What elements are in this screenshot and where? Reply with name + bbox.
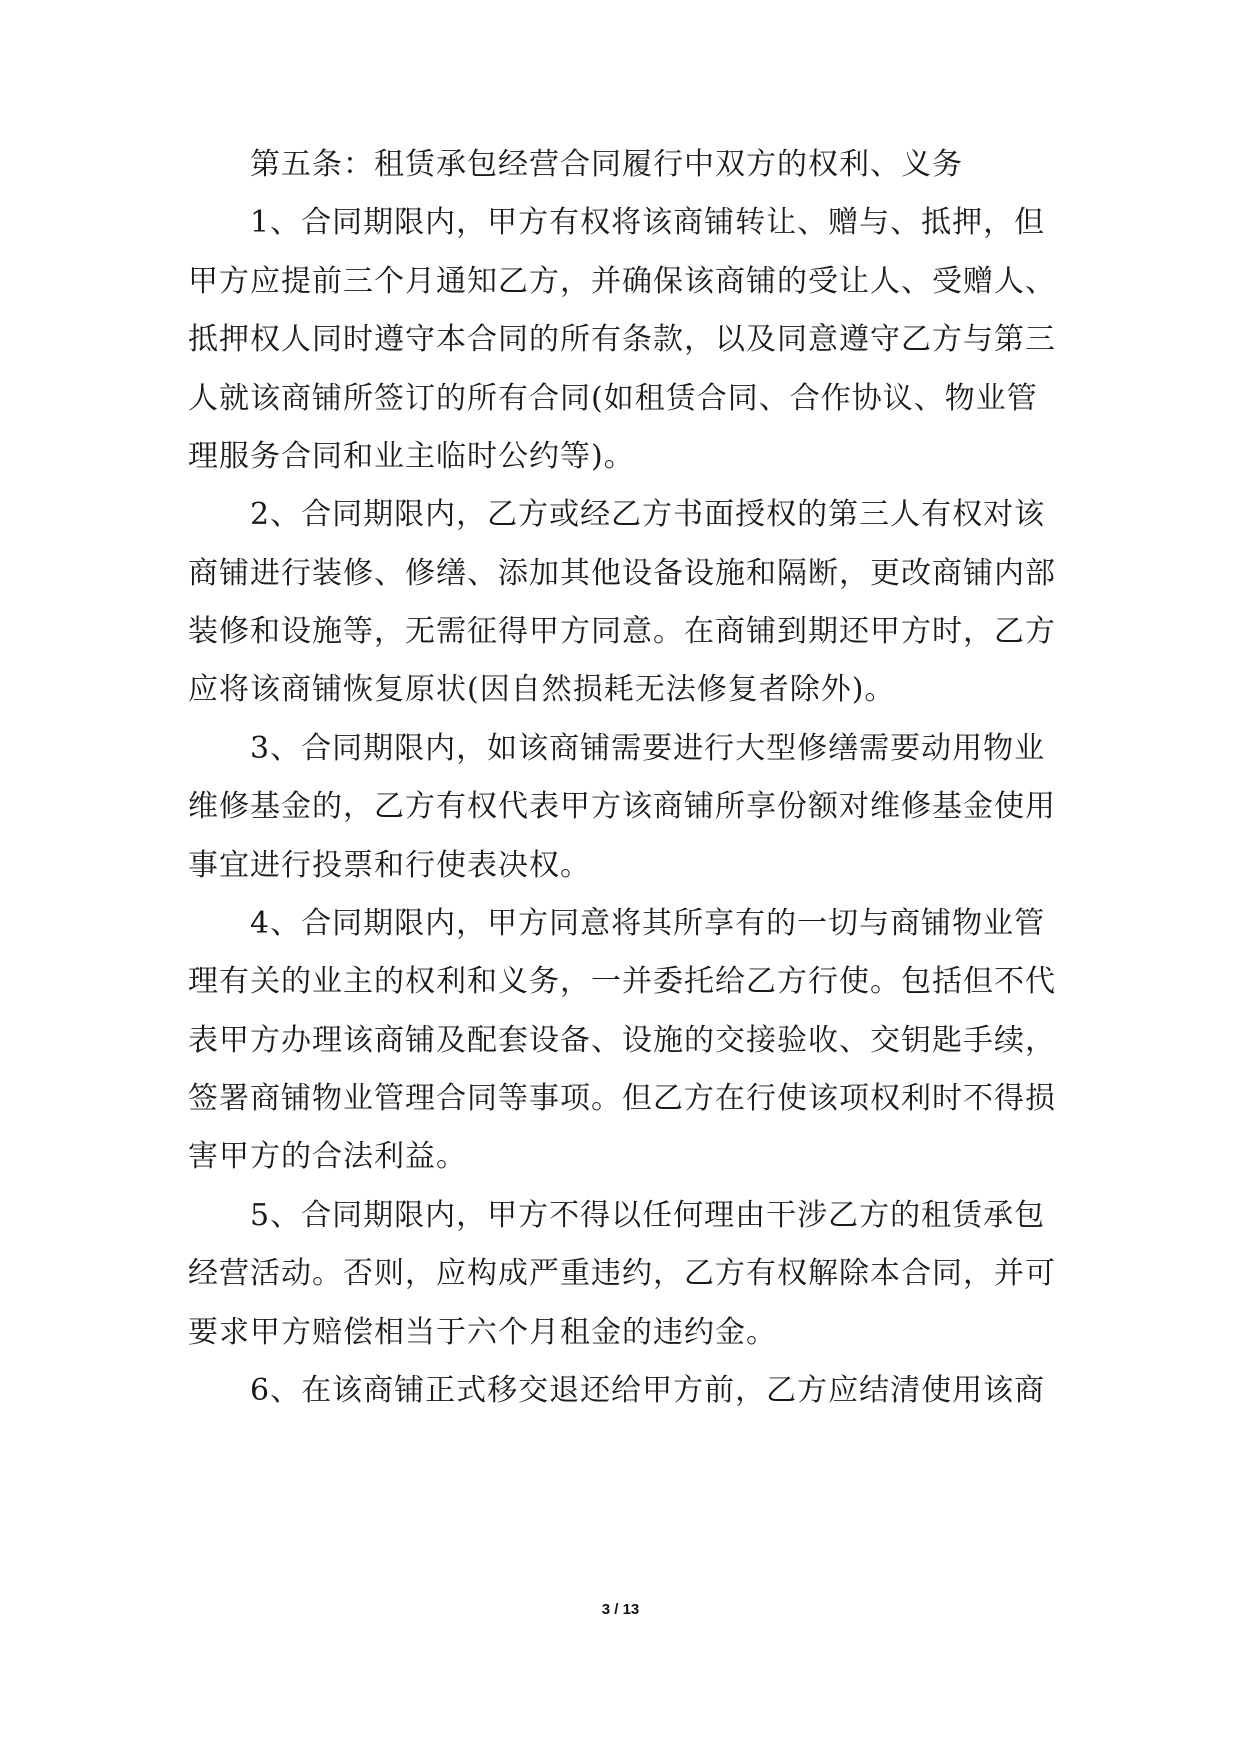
text-line: 抵押权人同时遵守本合同的所有条款，以及同意遵守乙方与第三 xyxy=(188,322,1056,357)
text-line: 6、在该商铺正式移交退还给甲方前，乙方应结清使用该商 xyxy=(250,1373,1046,1408)
text-line: 5、合同期限内，甲方不得以任何理由干涉乙方的租赁承包 xyxy=(250,1198,1046,1233)
text-line: 人就该商铺所签订的所有合同(如租赁合同、合作协议、物业管 xyxy=(188,381,1038,416)
text-line: 要求甲方赔偿相当于六个月租金的违约金。 xyxy=(188,1315,777,1350)
text-line: 装修和设施等，无需征得甲方同意。在商铺到期还甲方时，乙方 xyxy=(188,614,1056,649)
text-line: 表甲方办理该商铺及配套设备、设施的交接验收、交钥匙手续， xyxy=(188,1023,1056,1058)
text-line: 维修基金的，乙方有权代表甲方该商铺所享份额对维修基金使用 xyxy=(188,789,1056,824)
text-line: 1、合同期限内，甲方有权将该商铺转让、赠与、抵押，但 xyxy=(250,205,1046,240)
text-line: 甲方应提前三个月通知乙方，并确保该商铺的受让人、受赠人、 xyxy=(188,264,1056,299)
text-line: 理服务合同和业主临时公约等)。 xyxy=(188,439,635,474)
text-line: 事宜进行投票和行使表决权。 xyxy=(188,848,591,883)
article-heading: 第五条：租赁承包经营合同履行中双方的权利、义务 xyxy=(250,147,963,182)
text-line: 理有关的业主的权利和义务，一并委托给乙方行使。包括但不代 xyxy=(188,964,1056,999)
text-line: 应将该商铺恢复原状(因自然损耗无法修复者除外)。 xyxy=(188,672,896,707)
page-number: 3 / 13 xyxy=(601,1601,640,1618)
text-line: 经营活动。否则，应构成严重违约，乙方有权解除本合同，并可 xyxy=(188,1256,1056,1291)
text-line: 商铺进行装修、修缮、添加其他设备设施和隔断，更改商铺内部 xyxy=(188,556,1056,591)
text-line: 2、合同期限内，乙方或经乙方书面授权的第三人有权对该 xyxy=(250,497,1046,532)
text-line: 害甲方的合法利益。 xyxy=(188,1139,467,1174)
text-line: 3、合同期限内，如该商铺需要进行大型修缮需要动用物业 xyxy=(250,731,1046,766)
text-line: 签署商铺物业管理合同等事项。但乙方在行使该项权利时不得损 xyxy=(188,1081,1056,1116)
text-line: 4、合同期限内，甲方同意将其所享有的一切与商铺物业管 xyxy=(250,906,1046,941)
